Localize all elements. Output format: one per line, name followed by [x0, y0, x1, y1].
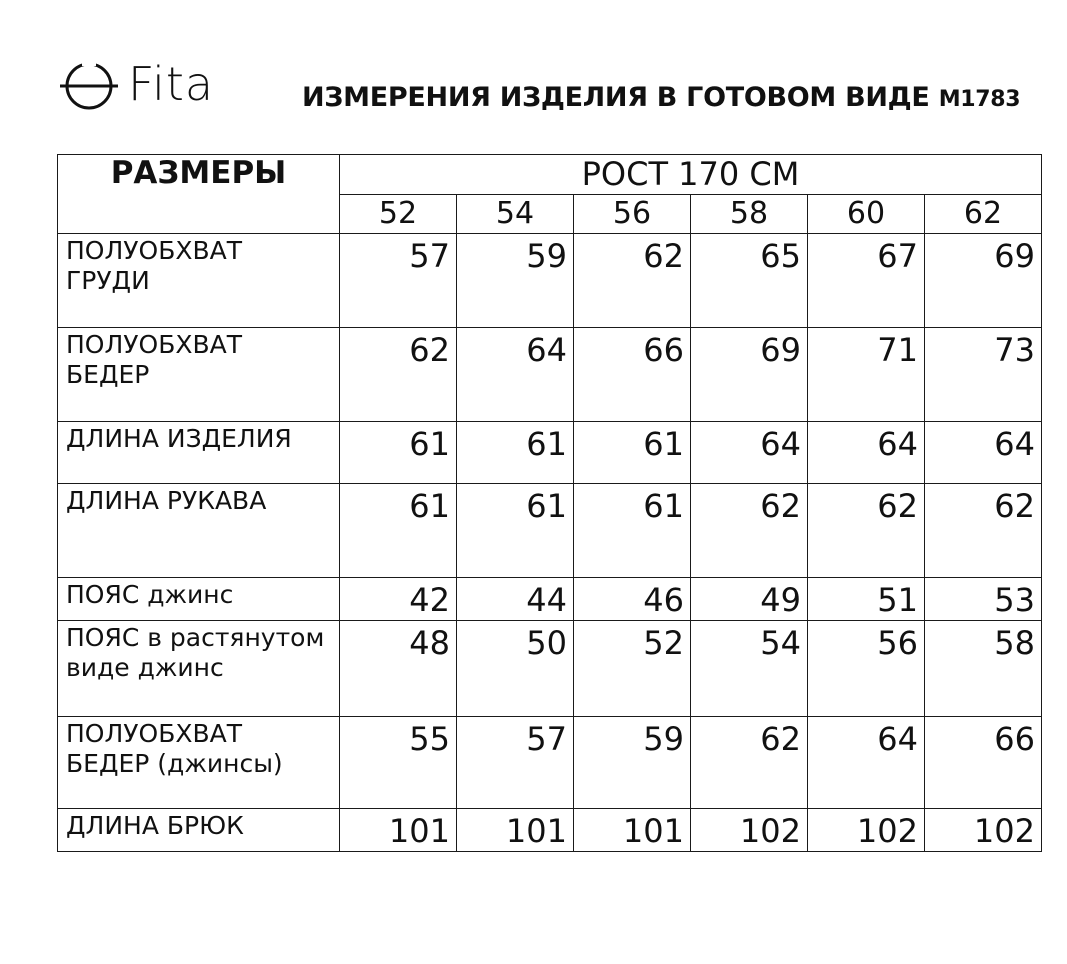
- row-label: ДЛИНА РУКАВА: [58, 484, 340, 578]
- value-cell: 65: [691, 234, 808, 328]
- value-cell: 61: [574, 484, 691, 578]
- value-cell: 59: [574, 717, 691, 809]
- value-cell: 57: [340, 234, 457, 328]
- size-header-cell: 60: [808, 194, 925, 234]
- page-title: [302, 82, 1020, 113]
- value-cell: 62: [340, 328, 457, 422]
- value-cell: 69: [925, 234, 1042, 328]
- row-label: ДЛИНА БРЮК: [58, 809, 340, 852]
- value-cell: 61: [574, 422, 691, 484]
- size-header-cell: 54: [457, 194, 574, 234]
- value-cell: 102: [925, 809, 1042, 852]
- row-label: ПОЛУОБХВАТ БЕДЕР: [58, 328, 340, 422]
- value-cell: 46: [574, 578, 691, 621]
- value-cell: 64: [808, 717, 925, 809]
- value-cell: 101: [340, 809, 457, 852]
- table-row: [58, 809, 1042, 852]
- value-cell: 61: [457, 422, 574, 484]
- value-cell: 62: [691, 484, 808, 578]
- header-row-height: [58, 155, 1042, 195]
- row-label: ДЛИНА ИЗДЕЛИЯ: [58, 422, 340, 484]
- table-row: [58, 234, 1042, 328]
- table-row: [58, 484, 1042, 578]
- size-header-cell: 52: [340, 194, 457, 234]
- size-header-cell: 56: [574, 194, 691, 234]
- value-cell: 58: [925, 621, 1042, 717]
- value-cell: 62: [574, 234, 691, 328]
- table-row: [58, 578, 1042, 621]
- value-cell: 42: [340, 578, 457, 621]
- row-label: ПОЛУОБХВАТ ГРУДИ: [58, 234, 340, 328]
- value-cell: 102: [691, 809, 808, 852]
- value-cell: 55: [340, 717, 457, 809]
- logo-text: Fita: [128, 57, 215, 111]
- value-cell: 67: [808, 234, 925, 328]
- title-text: ИЗМЕРЕНИЯ ИЗДЕЛИЯ В ГОТОВОМ ВИДЕ: [302, 82, 930, 113]
- row-label: ПОЯС джинс: [58, 578, 340, 621]
- value-cell: 62: [808, 484, 925, 578]
- table-row: [58, 717, 1042, 809]
- value-cell: 57: [457, 717, 574, 809]
- value-cell: 66: [574, 328, 691, 422]
- value-cell: 49: [691, 578, 808, 621]
- sizes-header: РАЗМЕРЫ: [58, 155, 340, 234]
- table-row: [58, 621, 1042, 717]
- value-cell: 71: [808, 328, 925, 422]
- value-cell: 51: [808, 578, 925, 621]
- value-cell: 102: [808, 809, 925, 852]
- value-cell: 62: [925, 484, 1042, 578]
- table-row: [58, 328, 1042, 422]
- value-cell: 61: [340, 484, 457, 578]
- value-cell: 101: [457, 809, 574, 852]
- row-label: ПОЯС в растянутом виде джинс: [58, 621, 340, 717]
- table-row: [58, 422, 1042, 484]
- value-cell: 52: [574, 621, 691, 717]
- height-header: РОСТ 170 СМ: [340, 155, 1042, 195]
- value-cell: 64: [691, 422, 808, 484]
- value-cell: 66: [925, 717, 1042, 809]
- brand-logo: [58, 54, 230, 116]
- value-cell: 44: [457, 578, 574, 621]
- fita-logo-icon: [58, 56, 120, 114]
- value-cell: 101: [574, 809, 691, 852]
- value-cell: 53: [925, 578, 1042, 621]
- value-cell: 73: [925, 328, 1042, 422]
- row-label: ПОЛУОБХВАТ БЕДЕР (джинсы): [58, 717, 340, 809]
- value-cell: 64: [457, 328, 574, 422]
- size-header-cell: 58: [691, 194, 808, 234]
- size-chart-table: [57, 154, 1042, 852]
- value-cell: 56: [808, 621, 925, 717]
- value-cell: 54: [691, 621, 808, 717]
- value-cell: 62: [691, 717, 808, 809]
- value-cell: 69: [691, 328, 808, 422]
- value-cell: 61: [340, 422, 457, 484]
- value-cell: 61: [457, 484, 574, 578]
- value-cell: 48: [340, 621, 457, 717]
- value-cell: 59: [457, 234, 574, 328]
- size-header-cell: 62: [925, 194, 1042, 234]
- value-cell: 50: [457, 621, 574, 717]
- value-cell: 64: [925, 422, 1042, 484]
- measurements-body: [58, 234, 1042, 852]
- value-cell: 64: [808, 422, 925, 484]
- product-code: М1783: [938, 87, 1021, 112]
